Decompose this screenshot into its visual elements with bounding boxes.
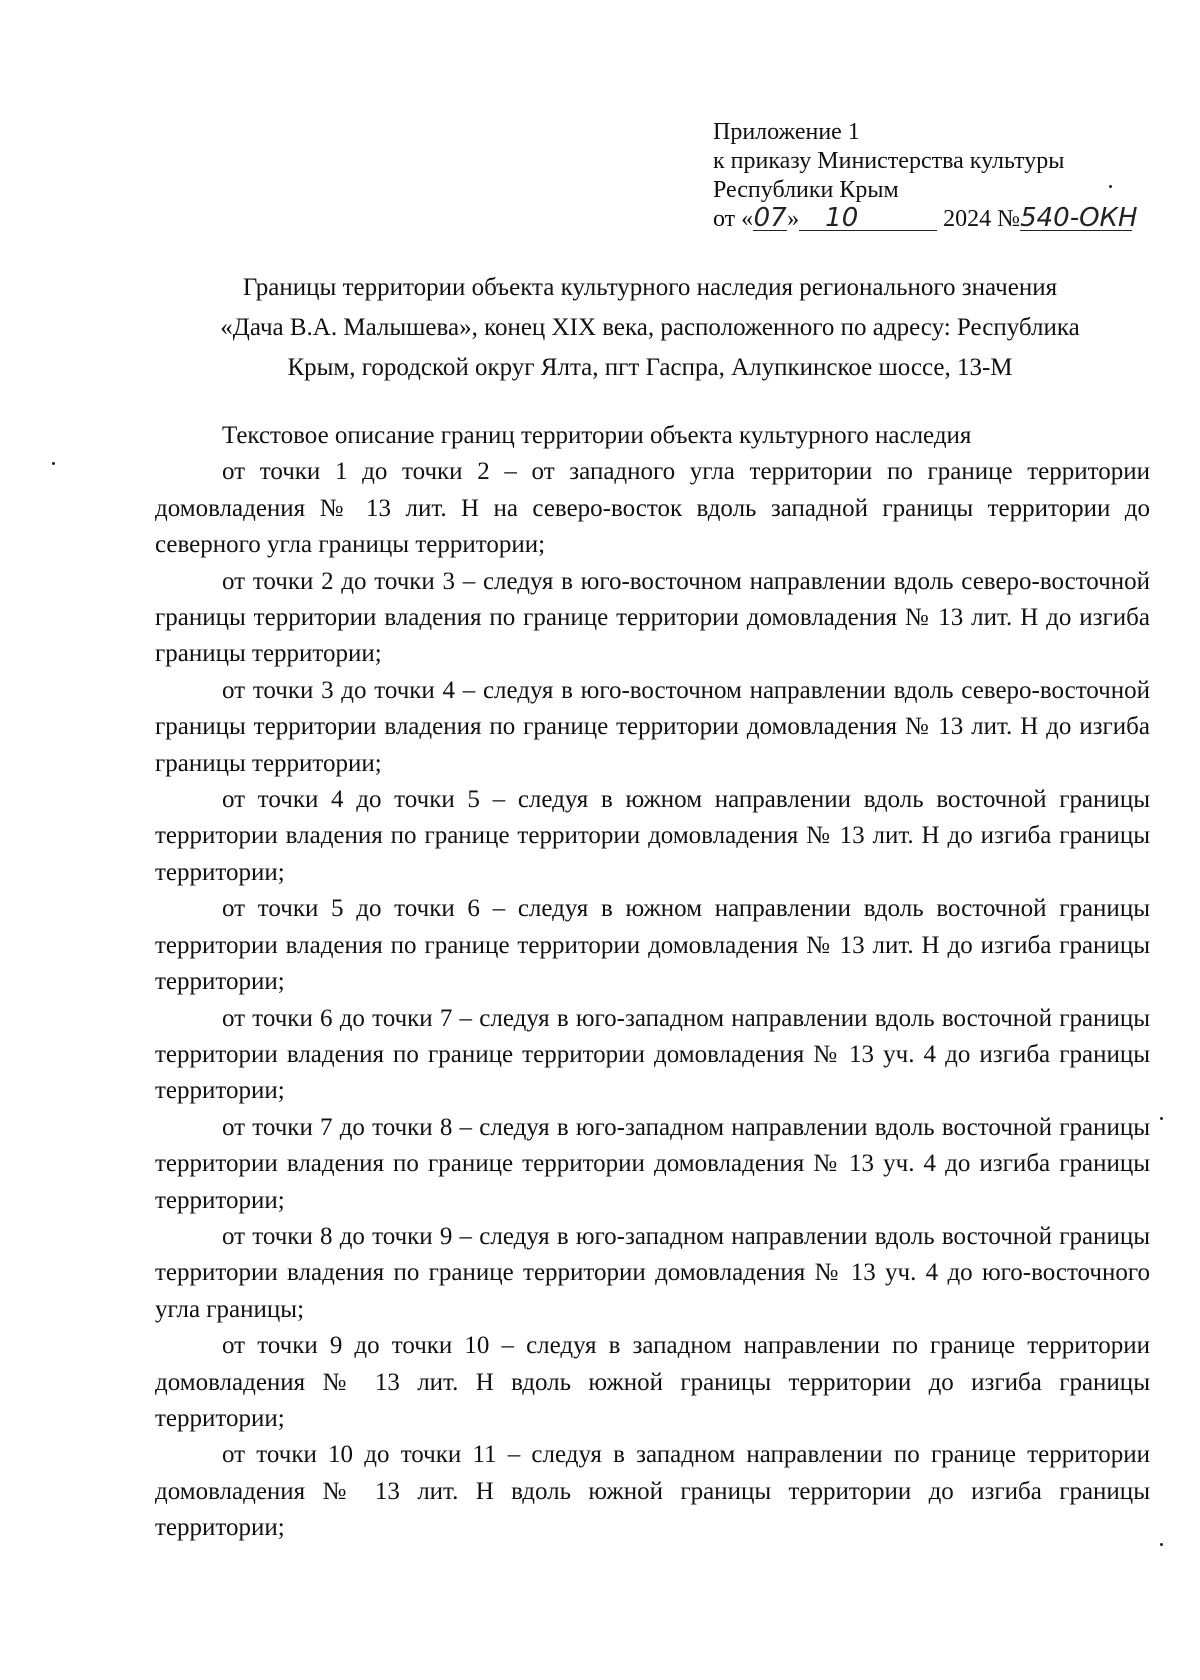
date-mid: » [787,206,800,232]
scan-speck [1160,1117,1163,1120]
scan-speck [1160,1543,1163,1546]
date-month: 10 [799,206,937,231]
boundary-paragraph: от точки 10 до точки 11 – следуя в западном направлении по границе территории домовладения № 13 лит. Н вдоль южной границы территории до изгиба границы территории; [155,1441,1150,1542]
boundary-paragraph: от точки 5 до точки 6 – следуя в южном направлении вдоль восточной границы территории владения по границе территории домовладения № 13 лит. Н до изгиба границы территории; [155,895,1150,996]
approval-block [713,118,1153,234]
scan-speck [52,462,55,465]
boundary-paragraph: от точки 2 до точки 3 – следуя в юго-восточном направлении вдоль северо-восточной границы территории владения по границе территории домовладения № 13 лит. Н до изгиба границы территории; [155,567,1150,668]
approval-line-2: к приказу Министерства культуры [713,148,1065,174]
document-title [150,268,1150,388]
date-year: 2024 № [943,206,1021,232]
boundary-paragraph: от точки 6 до точки 7 – следуя в юго-западном направлении вдоль восточной границы территории владения по границе территории домовладения № 13 уч. 4 до изгиба границы территории; [155,1004,1150,1105]
order-number: 540-ОКН [1020,203,1138,233]
boundary-paragraph: от точки 8 до точки 9 – следуя в юго-западном направлении вдоль восточной границы территории владения по границе территории домовладения № 13 уч. 4 до юго-восточного угла границы; [155,1222,1150,1323]
title-line-2: «Дача В.А. Малышева», конец XIX века, расположенного по адресу: Республика [220,314,1080,341]
boundary-paragraph: от точки 7 до точки 8 – следуя в юго-западном направлении вдоль восточной границы территории владения по границе территории домовладения № 13 уч. 4 до изгиба границы территории; [155,1113,1150,1214]
boundary-paragraph: от точки 3 до точки 4 – следуя в юго-восточном направлении вдоль северо-восточной границы территории владения по границе территории домовладения № 13 лит. Н до изгиба границы территории; [155,676,1150,777]
date-prefix: от « [713,206,754,232]
boundary-paragraph: от точки 1 до точки 2 – от западного угла территории по границе территории домовладения № 13 лит. Н на северо-восток вдоль западной границы территории до северного угла границы территории; [155,458,1150,559]
section-subtitle: Текстовое описание границ территории объекта культурного наследия [222,422,972,449]
approval-date-line [713,205,1153,234]
boundary-paragraph: от точки 9 до точки 10 – следуя в западном направлении по границе территории домовладения № 13 лит. Н вдоль южной границы территории до изгиба границы территории; [155,1332,1150,1432]
document-body [155,418,1150,1547]
approval-line-3: Республики Крым [713,177,899,203]
title-line-1: Границы территории объекта культурного наследия регионального значения [242,274,1058,301]
approval-line-1: Приложение 1 [713,119,860,145]
scan-speck [1109,185,1112,188]
title-line-3: Крым, городской округ Ялта, пгт Гаспра, Алупкинское шоссе, 13-М [287,354,1013,381]
boundary-paragraph: от точки 4 до точки 5 – следуя в южном направлении вдоль восточной границы территории владения по границе территории домовладения № 13 лит. Н до изгиба границы территории; [155,786,1150,886]
date-day: 07 [753,203,787,233]
